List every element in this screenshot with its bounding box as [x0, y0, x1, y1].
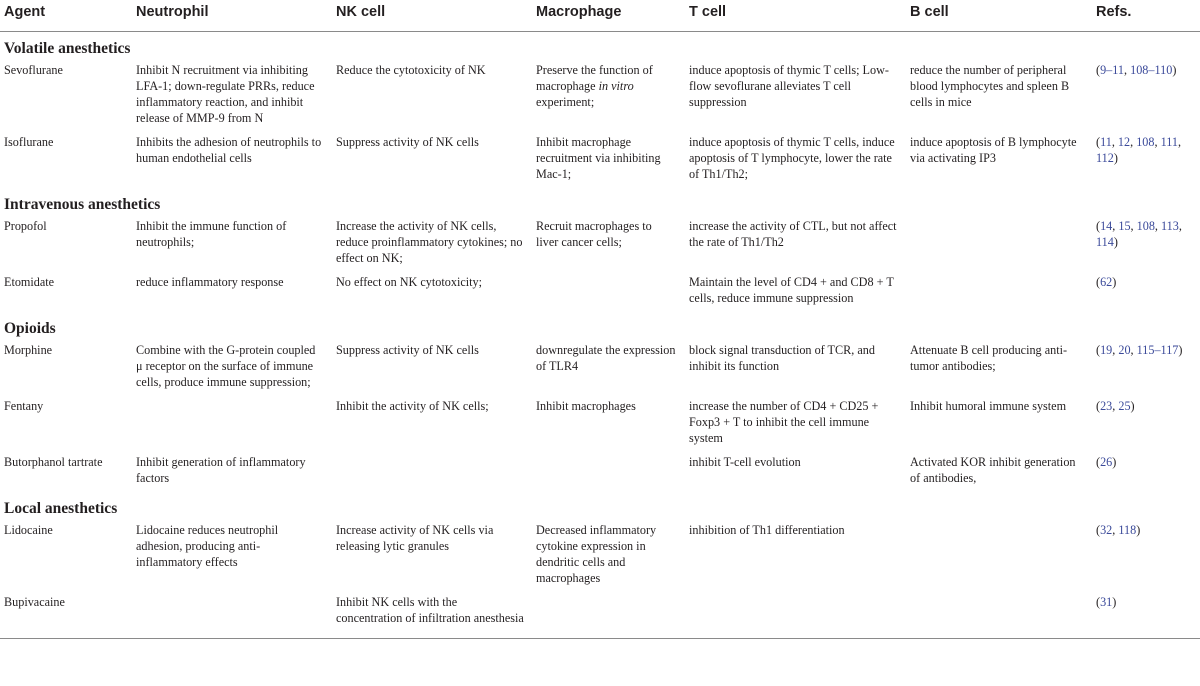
b-cell-cell	[904, 592, 1090, 639]
b-cell-cell: Activated KOR inhibit generation of antibodies,	[910, 455, 1076, 485]
macrophage-cell	[530, 272, 683, 312]
ref-link[interactable]: 112	[1096, 151, 1114, 165]
t-cell-cell: induce apoptosis of thymic T cells; Low-flow sevoflurane alleviates T cell suppression	[689, 63, 889, 109]
b-cell-cell	[904, 216, 1090, 272]
ref-link[interactable]: 9–11	[1100, 63, 1124, 77]
agent-cell: Etomidate	[4, 275, 55, 289]
macrophage-cell	[530, 452, 683, 492]
agent-cell: Morphine	[4, 343, 53, 357]
agent-cell: Sevoflurane	[4, 63, 63, 77]
ref-link[interactable]: 115–117	[1136, 343, 1179, 357]
nk-cell: Reduce the cytotoxicity of NK	[336, 63, 486, 77]
header-b-cell: B cell	[904, 0, 1090, 32]
table-row	[0, 452, 1200, 492]
section-title: Volatile anesthetics	[4, 40, 131, 57]
table-row	[0, 60, 1200, 132]
neutrophil-cell: Lidocaine reduces neutrophil adhesion, producing anti-inflammatory effects	[136, 523, 279, 569]
ref-link[interactable]: 14	[1100, 219, 1113, 233]
section-heading-row	[0, 492, 1200, 520]
nk-cell: No effect on NK cytotoxicity;	[336, 275, 482, 289]
table-row	[0, 132, 1200, 188]
b-cell-cell	[904, 272, 1090, 312]
ref-link[interactable]: 108	[1136, 135, 1155, 149]
t-cell-cell: Maintain the level of CD4 + and CD8 + T cells, reduce immune suppression	[689, 275, 894, 305]
table-row	[0, 592, 1200, 639]
macrophage-cell: Inhibit macrophages	[536, 399, 636, 413]
section-heading-row	[0, 32, 1200, 61]
t-cell-cell: block signal transduction of TCR, and inhibit its function	[689, 343, 875, 373]
ref-link[interactable]: 25	[1118, 399, 1131, 413]
macrophage-cell	[530, 592, 683, 639]
refs-cell: (32, 118)	[1096, 523, 1141, 537]
ref-link[interactable]: 11	[1100, 135, 1112, 149]
neutrophil-cell	[130, 396, 330, 452]
header-t-cell: T cell	[683, 0, 904, 32]
nk-cell: Inhibit NK cells with the concentration of infiltration anesthesia	[330, 592, 530, 639]
header-refs: Refs.	[1090, 0, 1200, 32]
header-row	[0, 0, 1200, 32]
macrophage-text: experiment;	[536, 95, 595, 109]
ref-link[interactable]: 32	[1100, 523, 1113, 537]
t-cell-cell: inhibit T-cell evolution	[689, 455, 801, 469]
header-macrophage: Macrophage	[530, 0, 683, 32]
ref-link[interactable]: 31	[1100, 595, 1113, 609]
macrophage-cell: Decreased inflammatory cytokine expression in dendritic cells and macrophages	[536, 523, 657, 585]
agent-cell: Isoflurane	[4, 135, 54, 149]
ref-link[interactable]: 114	[1096, 235, 1114, 249]
section-title: Opioids	[4, 320, 56, 337]
table-row	[0, 216, 1200, 272]
macrophage-cell: Inhibit macrophage recruitment via inhibiting Mac-1;	[536, 135, 661, 181]
t-cell-cell: increase the number of CD4 + CD25 + Foxp3 + T to inhibit the cell immune system	[689, 399, 879, 445]
b-cell-cell: Inhibit humoral immune system	[910, 399, 1067, 413]
refs-cell: (23, 25)	[1096, 399, 1135, 413]
neutrophil-cell	[130, 592, 330, 639]
ref-link[interactable]: 111	[1160, 135, 1178, 149]
refs-cell: (26)	[1096, 455, 1117, 469]
macrophage-text-italic: in vitro	[598, 79, 634, 93]
agent-cell: Propofol	[4, 219, 47, 233]
nk-cell: Suppress activity of NK cells	[336, 343, 479, 357]
b-cell-cell: Attenuate B cell producing anti-tumor antibodies;	[910, 343, 1068, 373]
section-heading-row	[0, 188, 1200, 216]
b-cell-cell	[904, 520, 1090, 592]
b-cell-cell: induce apoptosis of B lymphocyte via activating IP3	[910, 135, 1077, 165]
table-row	[0, 340, 1200, 396]
table-row	[0, 520, 1200, 592]
neutrophil-cell: Inhibit N recruitment via inhibiting LFA-1; down-regulate PRRs, reduce inflammatory reaction, and inhibit release of MMP-9 from N	[136, 63, 315, 125]
nk-cell: Increase activity of NK cells via releasing lytic granules	[336, 523, 494, 553]
ref-link[interactable]: 108	[1136, 219, 1155, 233]
nk-cell: Suppress activity of NK cells	[336, 135, 479, 149]
header-agent: Agent	[0, 0, 130, 32]
neutrophil-cell: Inhibit the immune function of neutrophils;	[136, 219, 287, 249]
ref-link[interactable]: 23	[1100, 399, 1113, 413]
t-cell-cell: induce apoptosis of thymic T cells, induce apoptosis of T lymphocyte, lower the rate of Th1/Th2;	[689, 135, 895, 181]
header-neutrophil: Neutrophil	[130, 0, 330, 32]
ref-link[interactable]: 62	[1100, 275, 1113, 289]
ref-link[interactable]: 108–110	[1130, 63, 1173, 77]
header-nk-cell: NK cell	[330, 0, 530, 32]
agent-cell: Butorphanol tartrate	[4, 455, 103, 469]
agent-cell: Fentany	[4, 399, 44, 413]
ref-link[interactable]: 26	[1100, 455, 1113, 469]
agent-cell: Lidocaine	[4, 523, 53, 537]
ref-link[interactable]: 15	[1118, 219, 1131, 233]
neutrophil-cell: Inhibits the adhesion of neutrophils to human endothelial cells	[136, 135, 322, 165]
nk-cell	[330, 452, 530, 492]
macrophage-cell: Recruit macrophages to liver cancer cells;	[536, 219, 652, 249]
macrophage-text: Preserve the function of macrophage	[536, 63, 653, 93]
neutrophil-cell: Combine with the G-protein coupled μ receptor on the surface of immune cells, produce immune suppression;	[136, 343, 316, 389]
t-cell-cell	[683, 592, 904, 639]
section-title: Local anesthetics	[4, 500, 118, 517]
refs-cell: (9–11, 108–110)	[1096, 63, 1177, 77]
refs-cell: (11, 12, 108, 111, 112)	[1096, 135, 1181, 165]
t-cell-cell: inhibition of Th1 differentiation	[689, 523, 845, 537]
ref-link[interactable]: 12	[1117, 135, 1131, 149]
agent-cell: Bupivacaine	[0, 592, 130, 639]
nk-cell: Increase the activity of NK cells, reduce proinflammatory cytokines; no effect on NK;	[336, 219, 523, 265]
macrophage-cell	[530, 60, 683, 132]
refs-cell: (31)	[1090, 592, 1200, 639]
refs-cell: (19, 20, 115–117)	[1096, 343, 1183, 357]
b-cell-cell: reduce the number of peripheral blood lymphocytes and spleen B cells in mice	[910, 63, 1070, 109]
section-heading-row	[0, 312, 1200, 340]
macrophage-cell: downregulate the expression of TLR4	[536, 343, 676, 373]
t-cell-cell: increase the activity of CTL, but not affect the rate of Th1/Th2	[689, 219, 897, 249]
table-row	[0, 396, 1200, 452]
table-row	[0, 272, 1200, 312]
refs-cell: (62)	[1096, 275, 1117, 289]
refs-cell: (14, 15, 108, 113, 114)	[1096, 219, 1182, 249]
nk-cell: Inhibit the activity of NK cells;	[336, 399, 489, 413]
ref-link[interactable]: 20	[1118, 343, 1131, 357]
neutrophil-cell: reduce inflammatory response	[136, 275, 284, 289]
ref-link[interactable]: 113	[1161, 219, 1179, 233]
section-title: Intravenous anesthetics	[4, 196, 161, 213]
neutrophil-cell: Inhibit generation of inflammatory factors	[136, 455, 306, 485]
ref-link[interactable]: 19	[1100, 343, 1113, 357]
ref-link[interactable]: 118	[1118, 523, 1137, 537]
